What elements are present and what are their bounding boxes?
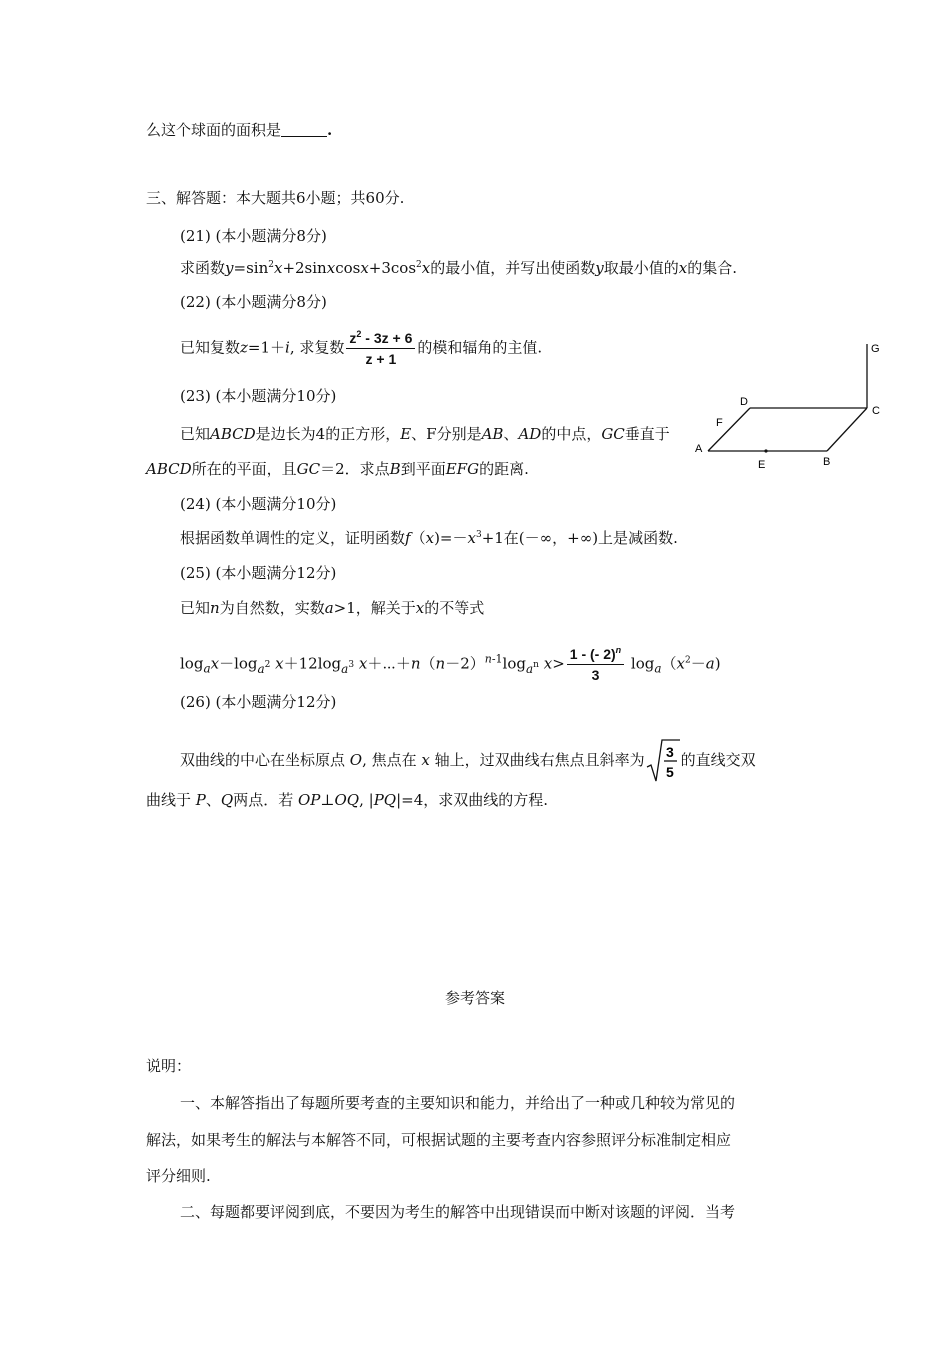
q25-inequality: $\log_ax-\log_{a^2}$ $x+12\log_{a^3}$ $x+\cdots+n(n-2)^{n-1}\log_{a^n}$ x> $\frac{1 - (- 2)^n}{3}$ $\log_a(x^2-a)$ (180, 645, 721, 683)
q23-body-line2: ABCD所在的平面，且GC＝2．求点B到平面EFG的距离. (146, 460, 529, 478)
q25-body: 已知n为自然数，实数a>1，解关于x的不等式 (180, 599, 485, 617)
section-heading: 三、解答题：本大题共6小题；共60分. (146, 189, 405, 207)
question-20-tail: 么这个球面的面积是 . (146, 121, 333, 139)
q23-body-line1: 已知ABCD是边长为4的正方形，E、F分别是AB、AD的中点，GC垂直于 (180, 425, 670, 443)
q21-body: 求函数$y=\sin^2x+2sinxcosx+3\cos^2x$的最小值，并写出使函数y取最小值的x的集合. (180, 259, 738, 277)
answers-p1-line3: 评分细则. (146, 1167, 211, 1185)
q26-body-line1: 双曲线的中心在坐标原点 O, 焦点在 x 轴上，过双曲线右焦点且斜率为 3 5 的直线交双 (180, 737, 756, 785)
q25-header: (25) (本小题满分12分) (180, 564, 337, 582)
q24-header: (24) (本小题满分10分) (180, 495, 337, 513)
q22-header: (22) (本小题满分8分) (180, 293, 327, 311)
geometry-figure (690, 338, 890, 478)
answers-p1-line1: 一、本解答指出了每题所要考查的主要知识和能力，并给出了一种或几种较为常见的 (180, 1094, 736, 1112)
q21-header: (21) (本小题满分8分) (180, 227, 327, 245)
q23-header: (23) (本小题满分10分) (180, 387, 337, 405)
edge-cb (827, 408, 867, 451)
sqrt-three-fifths (645, 737, 681, 785)
q22-body: 已知复数z=1＋i, 求复数 $\frac{z^2 - 3z + 6}{z + 1}$ 的模和辐角的主值. (180, 329, 543, 367)
label-a: A (695, 443, 703, 455)
label-f: F (716, 417, 723, 429)
answers-title: 参考答案 (444, 989, 505, 1007)
q26-body-line2: 曲线于 P、Q两点．若 OP⊥OQ, |PQ|=4，求双曲线的方程. (146, 791, 549, 809)
label-d: D (740, 396, 748, 408)
q22-fraction: $\frac{z^2 - 3z + 6}{z + 1}$ (346, 328, 415, 369)
label-e: E (758, 459, 766, 471)
label-b: B (823, 456, 831, 468)
q26-header: (26) (本小题满分12分) (180, 693, 337, 711)
answers-p2-line1: 二、每题都要评阅到底，不要因为考生的解答中出现错误而中断对该题的评阅．当考 (180, 1203, 736, 1221)
q24-body: 根据函数单调性的定义，证明函数$f(x)=-x^3+1$在(－∞，+∞)上是减函数. (180, 529, 678, 547)
edge-ad (708, 408, 750, 451)
svg-text:3: 3 (665, 744, 674, 760)
label-g: G (871, 343, 880, 355)
label-c: C (872, 405, 880, 417)
q25-fraction: $\frac{1 - (- 2)^n}{3}$ (567, 644, 624, 685)
answers-intro: 说明： (146, 1057, 192, 1075)
point-e (764, 449, 767, 452)
answers-p1-line2: 解法，如果考生的解法与本解答不同，可根据试题的主要考查内容参照评分标准制定相应 (146, 1131, 732, 1149)
answer-blank (281, 122, 327, 137)
svg-text:5: 5 (665, 764, 674, 780)
